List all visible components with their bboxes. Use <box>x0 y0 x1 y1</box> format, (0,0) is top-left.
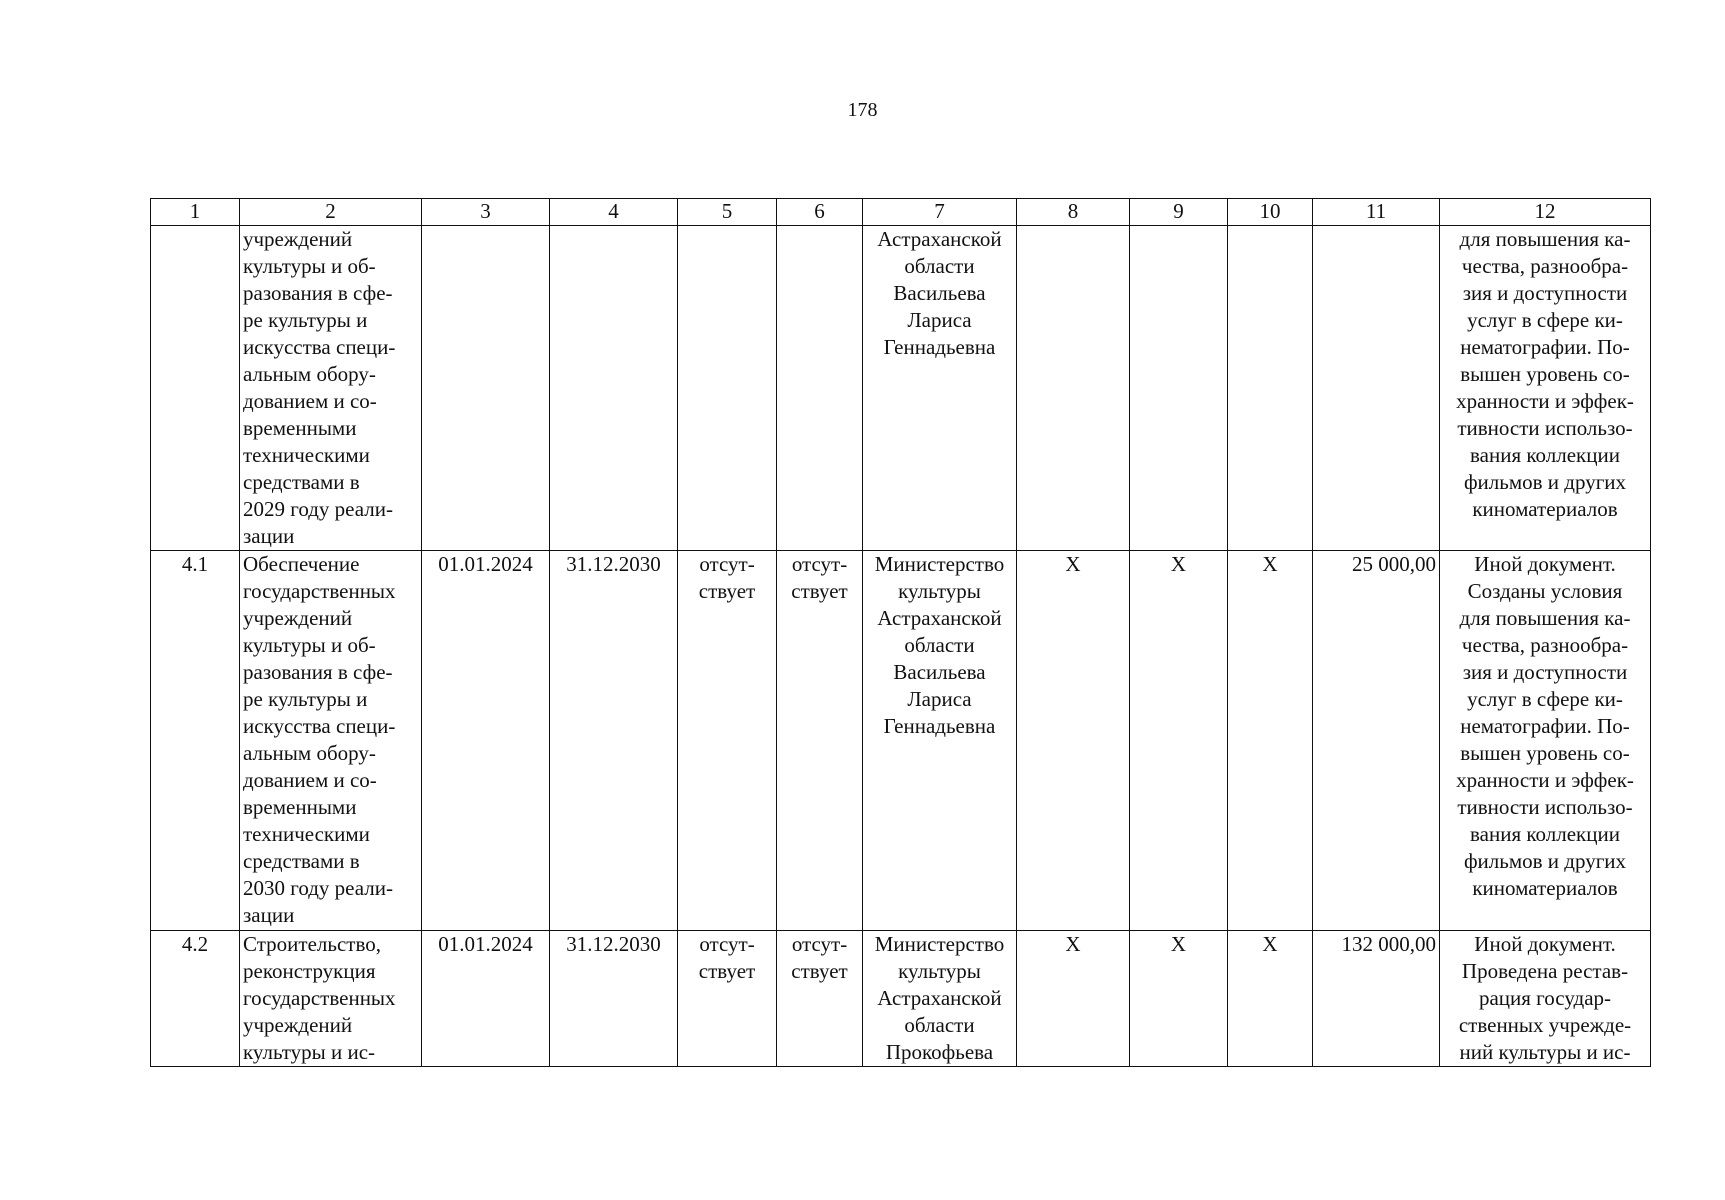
cell-col6: отсут- ствует <box>777 931 863 1067</box>
cell-col5: отсут- ствует <box>678 931 777 1067</box>
column-header-8: 8 <box>1017 199 1130 226</box>
table-row <box>151 551 1651 931</box>
column-header-1: 1 <box>151 199 240 226</box>
column-header-12: 12 <box>1440 199 1651 226</box>
cell-number <box>151 226 240 551</box>
cell-col10: X <box>1228 931 1313 1067</box>
column-header-3: 3 <box>422 199 550 226</box>
cell-col5 <box>678 226 777 551</box>
cell-amount: 132 000,00 <box>1313 931 1440 1067</box>
column-header-7: 7 <box>863 199 1017 226</box>
column-header-9: 9 <box>1130 199 1228 226</box>
cell-measure-name: Обеспечение государственных учреждений культуры и об- разования в сфе- ре культуры и искусства специ- альным обору- дованием и со- временными техническими средствами в 2030 году реали- зации <box>240 551 422 931</box>
cell-end-date: 31.12.2030 <box>550 931 678 1067</box>
header-row <box>151 199 1651 226</box>
cell-measure-name: учреждений культуры и об- разования в сфе- ре культуры и искусства специ- альным обору- дованием и со- временными техническими средствами в 2029 году реали- зации <box>240 226 422 551</box>
cell-result: Иной документ. Созданы условия для повышения ка- чества, разнообра- зия и доступности услуг в сфере ки- нематографии. По- вышен уровень со- хранности и эффек- тивности использо- вания коллекции фильмов и других киноматериалов <box>1440 551 1651 931</box>
column-header-6: 6 <box>777 199 863 226</box>
column-header-10: 10 <box>1228 199 1313 226</box>
measures-table <box>150 198 1651 1067</box>
cell-col9 <box>1130 226 1228 551</box>
cell-col10 <box>1228 226 1313 551</box>
cell-col6 <box>777 226 863 551</box>
table-row <box>151 226 1651 551</box>
cell-col9: X <box>1130 551 1228 931</box>
column-header-11: 11 <box>1313 199 1440 226</box>
cell-amount: 25 000,00 <box>1313 551 1440 931</box>
table-row <box>151 931 1651 1067</box>
page-number: 178 <box>847 99 878 121</box>
cell-responsible: Министерство культуры Астраханской области Васильева Лариса Геннадьевна <box>863 551 1017 931</box>
column-header-5: 5 <box>678 199 777 226</box>
cell-col9: X <box>1130 931 1228 1067</box>
cell-col10: X <box>1228 551 1313 931</box>
cell-col5: отсут- ствует <box>678 551 777 931</box>
cell-col6: отсут- ствует <box>777 551 863 931</box>
column-header-2: 2 <box>240 199 422 226</box>
cell-start-date: 01.01.2024 <box>422 931 550 1067</box>
cell-measure-name: Строительство, реконструкция государственных учреждений культуры и ис- <box>240 931 422 1067</box>
cell-result: Иной документ. Проведена рестав- рация государ- ственных учрежде- ний культуры и ис- <box>1440 931 1651 1067</box>
cell-start-date <box>422 226 550 551</box>
cell-end-date: 31.12.2030 <box>550 551 678 931</box>
cell-col8: X <box>1017 931 1130 1067</box>
cell-col8: X <box>1017 551 1130 931</box>
cell-number: 4.2 <box>151 931 240 1067</box>
cell-result: для повышения ка- чества, разнообра- зия и доступности услуг в сфере ки- нематографии. По- вышен уровень со- хранности и эффек- тивности использо- вания коллекции фильмов и других киноматериалов <box>1440 226 1651 551</box>
cell-number: 4.1 <box>151 551 240 931</box>
cell-responsible: Астраханской области Васильева Лариса Геннадьевна <box>863 226 1017 551</box>
column-header-4: 4 <box>550 199 678 226</box>
cell-end-date <box>550 226 678 551</box>
cell-start-date: 01.01.2024 <box>422 551 550 931</box>
cell-amount <box>1313 226 1440 551</box>
cell-responsible: Министерство культуры Астраханской области Прокофьева <box>863 931 1017 1067</box>
cell-col8 <box>1017 226 1130 551</box>
